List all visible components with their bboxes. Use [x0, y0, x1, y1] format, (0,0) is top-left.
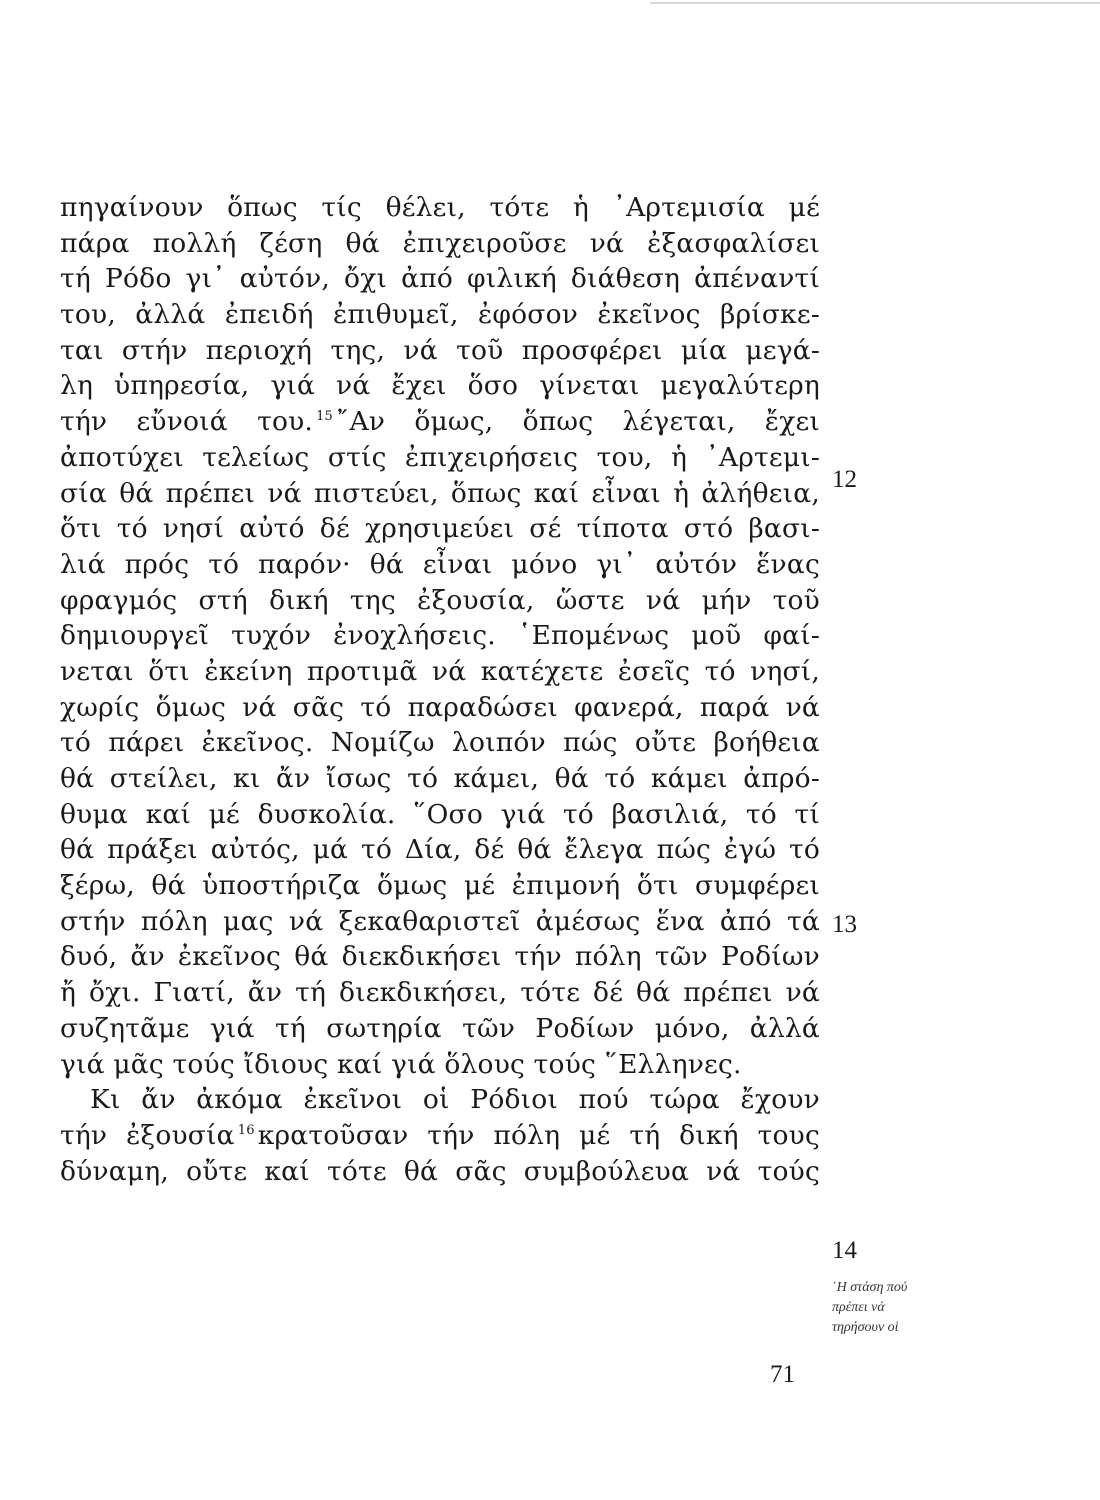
text-line-6: λη ὑπηρεσία, γιά νά ἔχει ὅσο γίνεται μεγαλύτερη — [60, 370, 820, 402]
text-line-9: σία θά πρέπει νά πιστεύει, ὅπως καί εἶναι ἡ ἀλήθεια, — [60, 477, 820, 509]
footnote-ref-15: 15 — [316, 409, 334, 425]
text-line-15: χωρίς ὅμως νά σᾶς τό παραδώσει φανερά, παρά νά — [60, 691, 820, 723]
text-line-4: του, ἀλλά ἐπειδή ἐπιθυμεῖ, ἐφόσον ἐκεῖνος βρίσκε- — [60, 299, 820, 331]
text-line-27-rest: κρατοῦσαν τήν πόλη μέ τή δική τους — [257, 1119, 820, 1151]
text-line-21: στήν πόλη μας νά ξεκαθαριστεῖ ἀμέσως ἕνα ἀπό τά — [60, 905, 820, 937]
section-number-14: 14 — [832, 1237, 857, 1264]
section-number-12: 12 — [832, 466, 857, 493]
text-line-25: γιά μᾶς τούς ἴδιους καί γιά ὅλους τούς ῞Ελληνες. — [60, 1048, 742, 1080]
text-line-27 — [60, 1118, 820, 1154]
text-line-18: θυμα καί μέ δυσκολία. ῞Οσο γιά τό βασιλιά, τό τί — [60, 798, 820, 830]
text-line-7 — [60, 404, 820, 440]
text-line-5: ται στήν περιοχή της, νά τοῦ προσφέρει μία μεγά- — [60, 334, 820, 366]
body-text — [60, 190, 820, 1189]
text-line-16: τό πάρει ἐκεῖνος. Νομίζω λοιπόν πώς οὔτε βοήθεια — [60, 727, 820, 759]
text-line-14: νεται ὅτι ἐκείνη προτιμᾶ νά κατέχετε ἐσεῖς τό νησί, — [60, 655, 820, 687]
text-line-2: πάρα πολλή ζέση θά ἐπιχειροῦσε νά ἐξασφαλίσει — [60, 227, 820, 259]
text-line-8: ἀποτύχει τελείως στίς ἐπιχειρήσεις του, ἡ ᾿Αρτεμι- — [60, 441, 820, 473]
text-line-7-start: τήν εὔνοιά του. — [60, 406, 314, 438]
text-line-27-start: τήν ἐξουσία — [60, 1119, 235, 1151]
margin-note-line-1: ῾Η στάση πού — [832, 1280, 908, 1295]
text-line-17: θά στείλει, κι ἄν ἴσως τό κάμει, θά τό κάμει ἀπρό- — [60, 763, 820, 794]
text-line-7-rest: ῎Αν ὅμως, ὅπως λέγεται, ἔχει — [336, 406, 820, 438]
page-number: 71 — [770, 1361, 795, 1388]
text-line-28: δύναμη, οὔτε καί τότε θά σᾶς συμβούλευα νά τούς — [60, 1155, 820, 1187]
text-line-24: συζητᾶμε γιά τή σωτηρία τῶν Ροδίων μόνο, ἀλλά — [60, 1012, 820, 1044]
text-line-26: Κι ἄν ἀκόμα ἐκεῖνοι οἱ Ρόδιοι πού τώρα ἔχουν — [90, 1084, 820, 1116]
margin-note-line-2: πρέπει νά — [832, 1300, 885, 1315]
text-line-22: δυό, ἄν ἐκεῖνος θά διεκδικήσει τήν πόλη τῶν Ροδίων — [60, 941, 820, 973]
text-line-10: ὅτι τό νησί αὐτό δέ χρησιμεύει σέ τίποτα στό βασι- — [60, 513, 820, 545]
text-line-19: θά πράξει αὐτός, μά τό Δία, δέ θά ἔλεγα πώς ἐγώ τό — [60, 834, 820, 866]
text-line-1: πηγαίνουν ὅπως τίς θέλει, τότε ἡ ᾿Αρτεμισία μέ — [60, 192, 820, 223]
margin-note — [832, 1278, 972, 1338]
footnote-ref-16: 16 — [237, 1123, 255, 1139]
text-line-11: λιά πρός τό παρόν· θά εἶναι μόνο γι᾿ αὐτόν ἕνας — [60, 548, 820, 580]
section-number-13: 13 — [832, 911, 857, 938]
text-line-12: φραγμός στή δική της ἐξουσία, ὥστε νά μήν τοῦ — [60, 584, 820, 616]
top-rule — [650, 2, 1100, 4]
text-line-13: δημιουργεῖ τυχόν ἐνοχλήσεις. ῾Επομένως μοῦ φαί- — [60, 620, 820, 652]
text-line-20: ξέρω, θά ὑποστήριζα ὅμως μέ ἐπιμονή ὅτι συμφέρει — [60, 870, 820, 902]
text-line-3: τή Ρόδο γι᾿ αὐτόν, ὄχι ἀπό φιλική διάθεση ἀπέναντί — [60, 263, 820, 295]
margin-note-line-3: τηρήσουν οἱ — [832, 1320, 899, 1335]
text-line-23: ἤ ὄχι. Γιατί, ἄν τή διεκδικήσει, τότε δέ θά πρέπει νά — [60, 977, 820, 1009]
